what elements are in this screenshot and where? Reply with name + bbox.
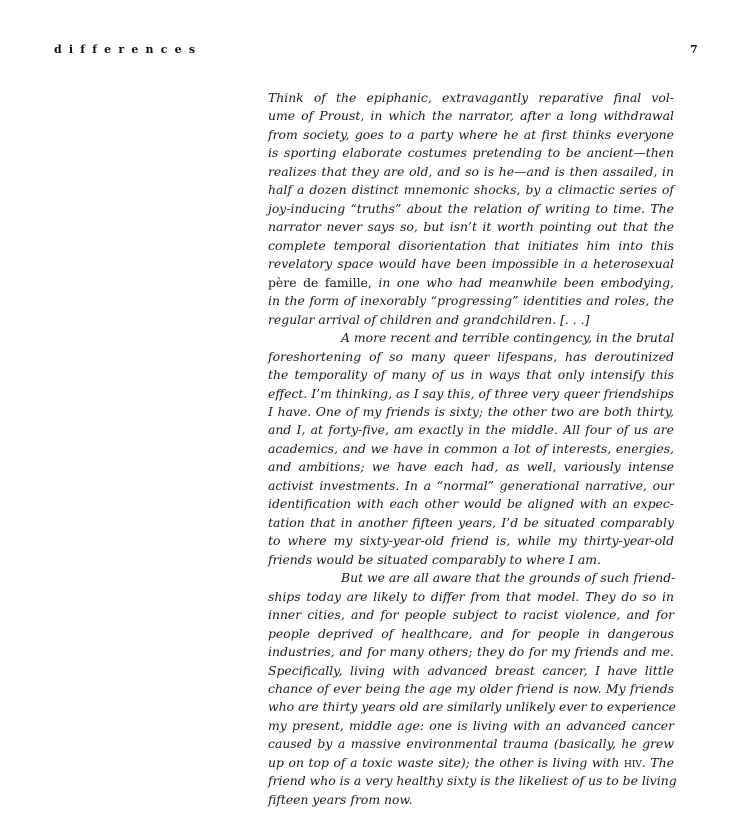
smallcaps-abbreviation: hiv [623,754,642,770]
paragraph-2 [268,329,674,569]
text-line: in the form of inexorably “progressing” identities and roles, the [268,293,674,309]
text-line: ume of Proust, in which the narrator, after a long withdrawal [268,108,674,124]
text-line: my present, middle age: one is living with an advanced cancer [268,717,674,733]
text-line: and ambitions; we have each had, as well, variously intense [268,459,674,475]
text-line: from society, goes to a party where he at first thinks everyone [268,126,674,142]
text-line: fifteen years from now. [268,791,413,807]
text-line: complete temporal disorientation that initiates him into this [268,237,674,253]
text-line: narrator never says so, but isn’t it worth pointing out that the [268,219,674,235]
text-line: A more recent and terrible contingency, in the brutal [341,330,675,346]
text-line: friends would be situated comparably to where I am. [268,551,601,567]
text-line: effect. I’m thinking, as I say this, of three very queer friendships [268,385,674,401]
text-line: activist investments. In a “normal” generational narrative, our [268,477,674,493]
text-line: chance of ever being the age my older friend is now. My friends [268,681,674,696]
text-line [268,754,674,772]
text-line: But we are all aware that the grounds of such friend- [341,570,676,586]
text-line: Think of the epiphanic, extravagantly reparative final vol- [268,90,674,105]
text-segment: in one who had meanwhile been embodying, [378,274,674,290]
text-segment: up on top of a toxic waste site); the other is living with [268,754,620,770]
text-segment: . The [641,754,674,770]
paragraph-1 [268,89,674,329]
text-line: I have. One of my friends is sixty; the other two are both thirty, [268,403,674,419]
text-line: realizes that they are old, and so is he—and is then assailed, in [268,163,674,179]
text-line [268,274,674,292]
text-line: foreshortening of so many queer lifespans, has deroutinized [268,348,674,364]
running-head: differences [54,43,203,56]
text-line: the temporality of many of us in ways that only intensify this [268,367,674,383]
text-line: is sporting elaborate costumes pretending to be ancient—then [268,145,674,161]
block-quote [268,89,677,809]
text-line: academics, and we have in common a lot of interests, energies, [268,440,674,456]
text-line: Specifically, living with advanced breast cancer, I have little [268,662,674,678]
text-line: industries, and for many others; they do for my friends and me. [268,644,674,660]
text-line: people deprived of healthcare, and for people in dangerous [268,625,674,641]
text-line: tation that in another fifteen years, I’d be situated comparably [268,514,674,530]
paragraph-3 [268,569,677,809]
text-line: friend who is a very healthy sixty is the likeliest of us to be living [268,773,677,789]
text-line: who are thirty years old are similarly unlikely ever to experience [268,699,676,715]
text-line: ships today are likely to differ from that model. They do so in [268,588,674,604]
text-line: identification with each other would be aligned with an expec- [268,496,674,512]
text-line: and I, at forty-five, am exactly in the middle. All four of us are [268,422,674,438]
text-line: regular arrival of children and grandchildren. [. . .] [268,311,590,327]
text-line: joy-inducing “truths” about the relation of writing to time. The [268,200,674,216]
text-line: half a dozen distinct mnemonic shocks, by a climactic series of [268,182,674,198]
text-line: to where my sixty-year-old friend is, while my thirty-year-old [268,533,674,549]
page-number: 7 [690,43,698,56]
roman-phrase: père de famille, [268,274,372,290]
text-line: caused by a massive environmental trauma (basically, he grew [268,736,674,752]
text-line: revelatory space would have been impossible in a heterosexual [268,256,674,272]
text-line: inner cities, and for people subject to racist violence, and for [268,607,674,623]
